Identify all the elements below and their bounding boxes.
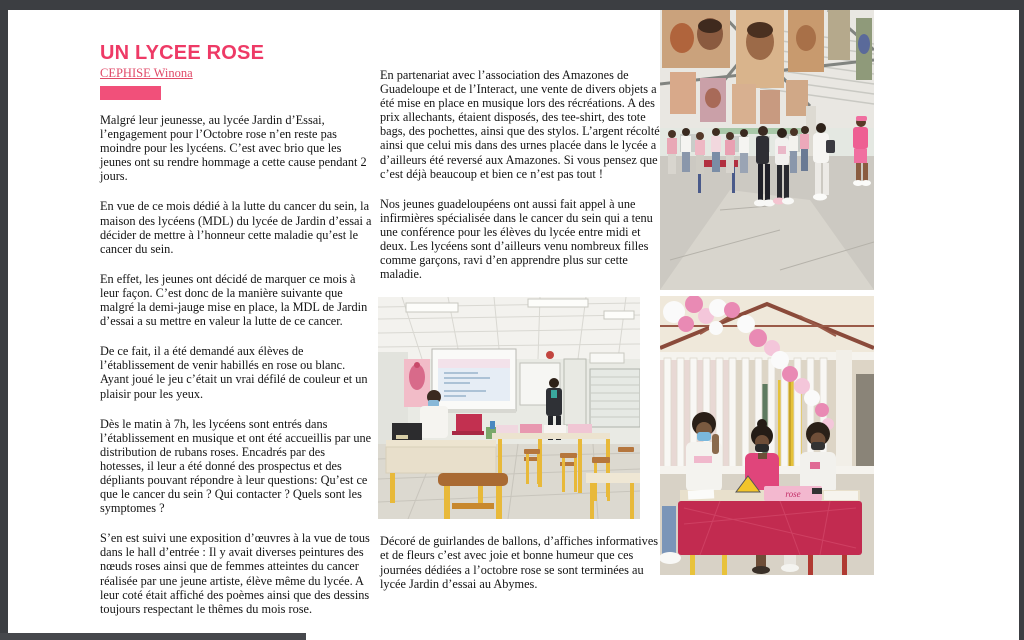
classroom-conference-photo: [378, 297, 660, 519]
paragraph: En partenariat avec l’association des Amazones de Guadeloupe et de l’Interact, une vente de divers objets a été mise en place en musique lors des récréations. A des prix allechants, étaient disposés, des tee-shirt, des tote bags, des pochettes, ainsi que des stylos. L’argent récolté ainsi que celui mis dans des urnes placée dans le lycée a d’ailleurs été reversé aux Amazones. Si vous pensez que c’est déjà beaucoup et bien ce n’est pas tout !: [380, 68, 660, 181]
article-byline: CEPHISE Winona: [100, 66, 193, 80]
closing-paragraph: Décoré de guirlandes de ballons, d’affiches informatives et de fleurs c’est avec joie et bonne humeur que ces journées dédiées a l’octobre rose se sont terminées au lycée Jardin d’essai au Abymes.: [380, 534, 659, 591]
hall-banners-photo: [660, 10, 874, 290]
document-page: [8, 10, 1019, 640]
right-column: [660, 10, 874, 575]
stand-balloons-photo: [660, 296, 874, 575]
classroom-photo-illustration: [378, 297, 640, 519]
middle-column: [380, 68, 660, 607]
paragraph: Malgré leur jeunesse, au lycée Jardin d’Essai, l’engagement pour l’Octobre rose n’en reste pas moindre pour les lycéens. C’est avec brio que les jeunes ont su rendre hommage a cette cause pendant 2 jours.: [100, 113, 367, 184]
paragraph: En vue de ce mois dédié à la lutte du cancer du sein, la maison des lycéens (MDL) du lycée de Jardin d’essai a décider de mettre à l’honneur cette maladie qu’est le cancer du sein.: [100, 199, 372, 256]
paragraph: Dès le matin à 7h, les lycéens sont entrés dans l’établissement en musique et ont été accueillis par une distribution de rubans roses. Encadrés par des hotesses, il leur a été donné des prospectus et des dépliants pouvant répondre à leur questions: Qu’est ce que le cancer du sein ? Qui contacter ? Quels sont les symptomes ?: [100, 416, 372, 516]
hall-photo-illustration: [660, 10, 874, 290]
paragraph: De ce fait, il a été demandé aux élèves de l’établissement de venir habillés en rose ou blanc. Ayant joué le jeu c’était un vrai défilé de couleur et un plaisir pour les yeux.: [100, 344, 368, 401]
left-column-text: [100, 113, 372, 616]
article-title: UN LYCEE ROSE: [100, 42, 265, 64]
left-column: [100, 42, 372, 632]
paragraph: En effet, les jeunes ont décidé de marquer ce mois à leur façon. C’est donc de la manière suivante que malgré la demi-jauge mise en place, la MDL de Jardin d’essai a su mettre en valeur la lutte de ce cancer.: [100, 271, 368, 329]
viewer-bottom-band: [0, 633, 306, 640]
paragraph: Nos jeunes guadeloupéens ont aussi fait appel à une infirmières spécialisée dans le cancer du sein qui a tenu une conférence pour les élèves du lycée entre midi et deux. Les lycéens sont d’ailleurs venu nombreux filles comme garçons, ravi d’en apprendre plus sur cette maladie.: [380, 196, 653, 282]
paragraph: S’en est suivi une exposition d’œuvres à la vue de tous dans le hall d’entrée : Il y avait diverses peintures des nœuds roses ainsi que de femmes atteintes du cancer réalisée par une jeune artiste, élève même du lycée. A leur coté était affiché des poèmes ainsi que des dessins toujours respectant le thêmes du mois rose.: [100, 531, 370, 616]
accent-block: [100, 86, 161, 100]
svg-text:rose: rose: [785, 489, 801, 499]
stand-photo-illustration: [660, 296, 874, 575]
